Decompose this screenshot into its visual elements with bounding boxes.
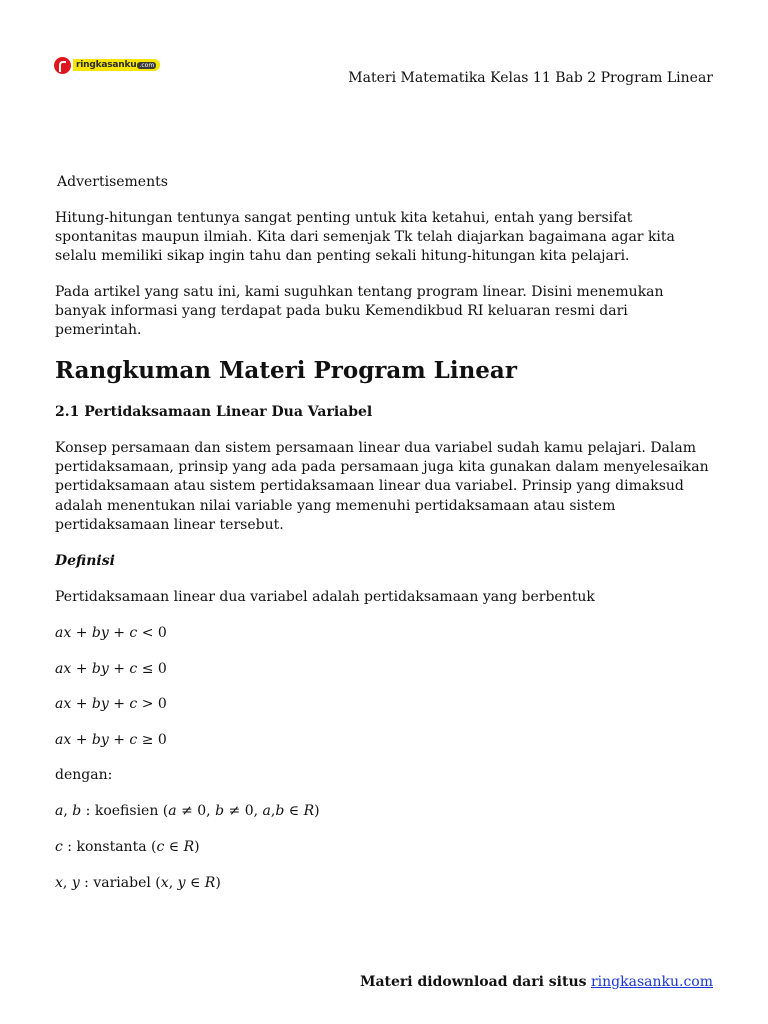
subsection-heading: 2.1 Pertidaksamaan Linear Dua Variabel [55,404,373,420]
definition-label: Definisi [55,553,115,569]
inequality-greater-equal: ax + by + c ≥ 0 [55,732,167,748]
footer-text: Materi didownload dari situs [359,974,587,990]
intro-paragraph-1: Hitung-hitungan tentunya sangat penting untuk kita ketahui, entah yang bersifat spontanitas maupun ilmiah. Kita dari semenjak Tk telah diajarkan bagaimana agar kita selalu memiliki sikap ingin tahu dan penting sekali hitung-hitungan kita pelajari. [55,210,675,265]
intro-paragraph-2: Pada artikel yang satu ini, kami suguhkan tentang program linear. Disini menemukan banyak informasi yang terdapat pada buku Kemendikbud RI keluaran resmi dari pemerintah. [55,284,664,339]
constant-definition: c : konstanta (c ∈ R) [55,839,200,855]
logo-mark-icon [54,57,71,74]
variable-definition: x, y : variabel (x, y ∈ R) [55,875,221,891]
definition-paragraph: Pertidaksamaan linear dua variabel adalah pertidaksamaan yang berbentuk [55,589,595,605]
inequality-greater-than: ax + by + c > 0 [55,696,167,712]
logo-bar [73,59,160,71]
ads-label: Advertisements [57,174,168,190]
concept-paragraph: Konsep persamaan dan sistem persamaan linear dua variabel sudah kamu pelajari. Dalam pertidaksamaan, prinsip yang ada pada persamaan juga kita gunakan dalam menyelesaikan pertidaksamaan atau sistem pertidaksamaan linear dua variabel. Prinsip yang dimaksud adalah menentukan nilai variable yang memenuhi pertidaksamaan atau sistem pertidaksamaan linear tersebut. [55,440,709,533]
section-heading: Rangkuman Materi Program Linear [55,357,517,384]
with-label: dengan: [55,767,113,783]
logo-text: ringkasanku [76,60,137,70]
site-logo [54,56,160,74]
inequality-less-equal: ax + by + c ≤ 0 [55,661,167,677]
inequality-less-than: ax + by + c < 0 [55,625,167,641]
logo-suffix: .com [139,61,155,69]
coefficient-definition: a, b : koefisien (a ≠ 0, b ≠ 0, a,b ∈ R) [55,803,320,819]
document-header-title: Materi Matematika Kelas 11 Bab 2 Program Linear [348,70,713,86]
download-footer [360,974,713,990]
footer-site-link[interactable]: ringkasanku.com [590,974,713,990]
